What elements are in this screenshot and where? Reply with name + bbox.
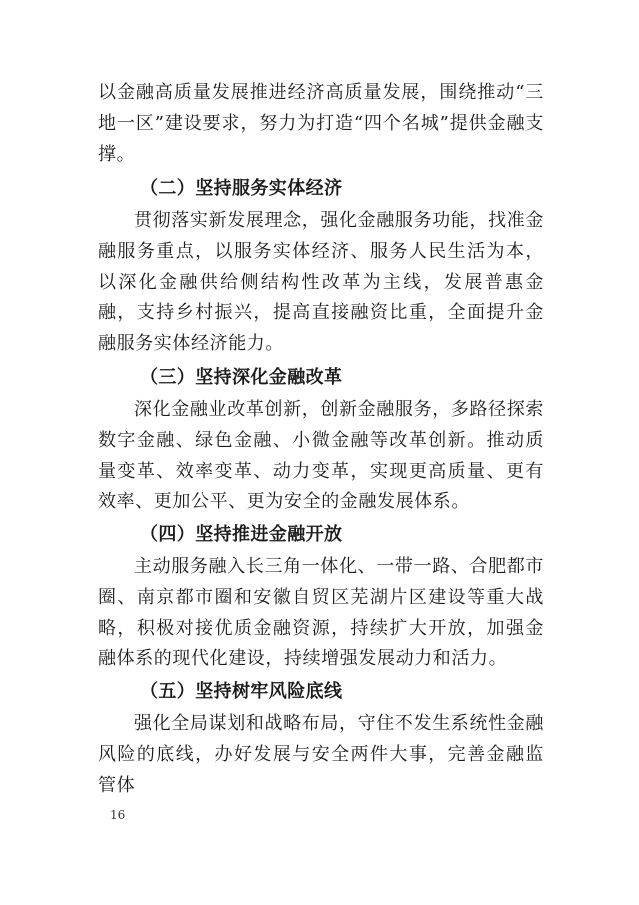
paragraph-serve-real-economy: 贯彻落实新发展理念，强化金融服务功能，找准金融服务重点，以服务实体经济、服务人民生活为本，以深化金融供给侧结构性改革为主线，发展普惠金融，支持乡村振兴，提高直接融资比重，全面提升金融服务实体经济能力。 (98, 210, 544, 355)
section-heading-3: （三）坚持深化金融改革 (140, 367, 343, 388)
section-heading-5: （五）坚持树牢风险底线 (140, 681, 343, 702)
paragraph-deepen-reform: 深化金融业改革创新，创新金融服务，多路径探索数字金融、绿色金融、小微金融等改革创新。推动质量变革、效率变革、动力变革，实现更高质量、更有效率、更加公平、更为安全的金融发展体系。 (98, 399, 544, 513)
paragraph-risk-baseline: 强化全局谋划和战略布局，守住不发生系统性金融风险的底线，办好发展与安全两件大事，完善金融监管体 (98, 713, 544, 796)
section-heading-2: （二）坚持服务实体经济 (140, 178, 343, 199)
paragraph-financial-opening: 主动服务融入长三角一体化、一带一路、合肥都市圈、南京都市圈和安徽自贸区芜湖片区建设等重大战略，积极对接优质金融资源，持续扩大开放，加强金融体系的现代化建设，持续增强发展动力和活力。 (98, 556, 544, 670)
page-number: 16 (110, 808, 126, 822)
section-heading-4: （四）坚持推进金融开放 (140, 524, 343, 545)
paragraph-continuation: 以金融高质量发展推进经济高质量发展，围绕推动“三地一区”建设要求，努力为打造“四个名城”提供金融支撑。 (98, 82, 544, 165)
